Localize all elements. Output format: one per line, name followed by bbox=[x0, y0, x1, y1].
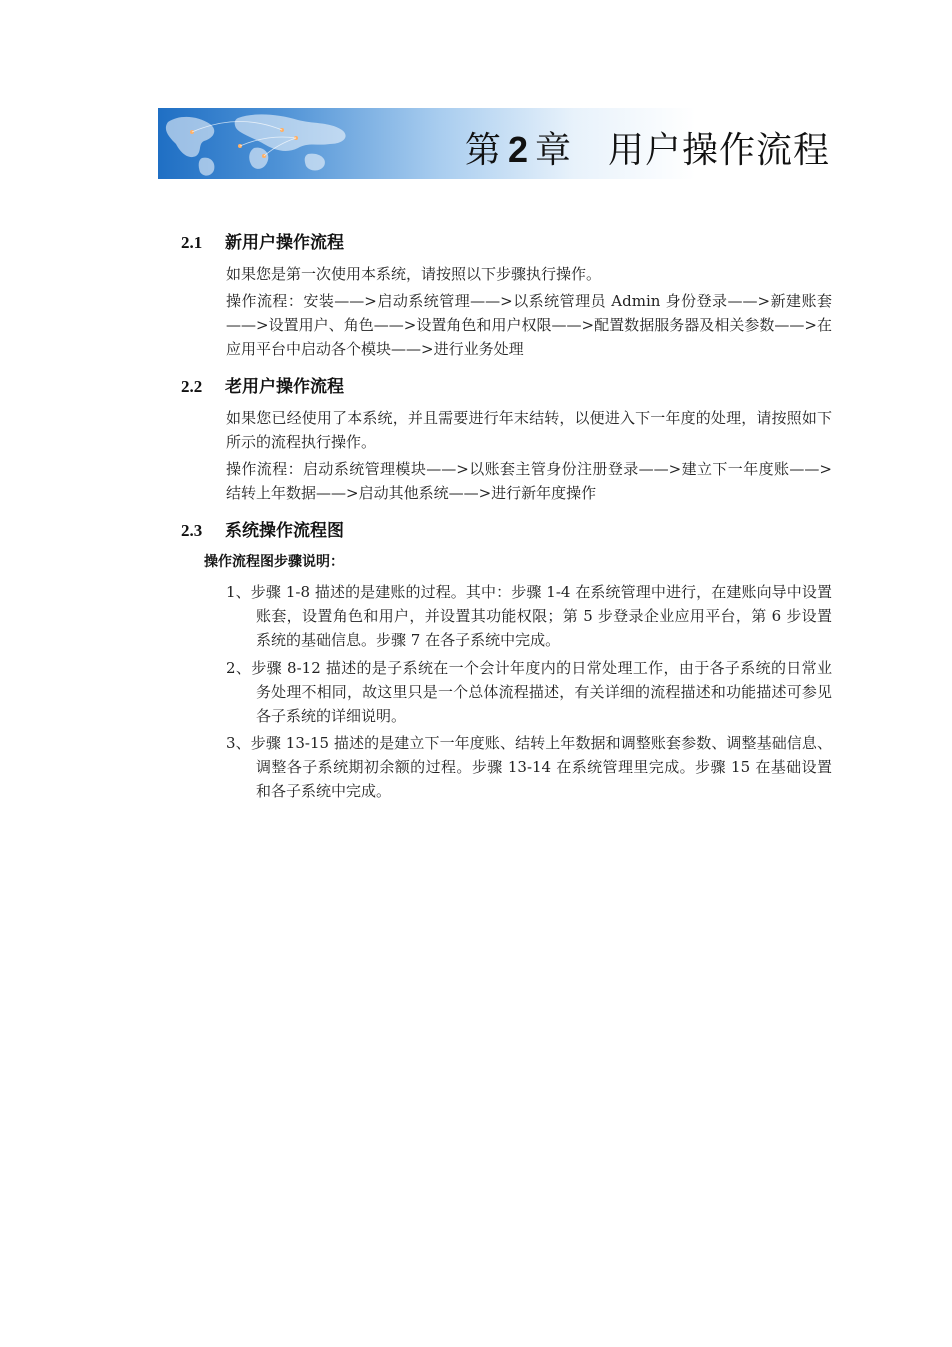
section-title: 系统操作流程图 bbox=[225, 521, 344, 541]
chapter-suffix: 章 bbox=[534, 130, 572, 171]
world-map-graphic bbox=[158, 108, 488, 179]
chapter-title bbox=[465, 122, 830, 173]
section-heading-2-2 bbox=[181, 372, 344, 397]
paragraph: 如果您是第一次使用本系统，请按照以下步骤执行操作。 bbox=[226, 265, 602, 283]
paragraph: 如果您已经使用了本系统，并且需要进行年末结转，以便进入下一年度的处理，请按照如下所示的流程执行操作。 bbox=[226, 409, 832, 451]
chapter-prefix: 第 bbox=[464, 130, 502, 171]
section-number: 2.3 bbox=[181, 521, 203, 540]
paragraph: 操作流程：安装——>启动系统管理——>以系统管理员 Admin 身份登录——>新建账套——>设置用户、角色——>设置角色和用户权限——>配置数据服务器及相关参数——>在应用平台中启动各个模块——>进行业务处理 bbox=[226, 292, 832, 358]
section-heading-2-1 bbox=[181, 228, 344, 253]
steps-subheading: 操作流程图步骤说明： bbox=[204, 554, 344, 570]
chapter-banner bbox=[158, 108, 830, 179]
section-title: 新用户操作流程 bbox=[225, 233, 344, 253]
list-item: 2、步骤 8-12 描述的是子系统在一个会计年度内的日常处理工作，由于各子系统的日常业务处理不相同，故这里只是一个总体流程描述，有关详细的流程描述和功能描述可参见各子系统的详细说明。 bbox=[226, 659, 832, 725]
chapter-number: 2 bbox=[507, 129, 529, 170]
chapter-title-text: 用户操作流程 bbox=[607, 130, 830, 171]
list-item: 1、步骤 1-8 描述的是建账的过程。其中：步骤 1-4 在系统管理中进行，在建账向导中设置账套，设置角色和用户，并设置其功能权限；第 5 步登录企业应用平台，第 6 步设置系统的基础信息。步骤 7 在各子系统中完成。 bbox=[226, 583, 832, 649]
list-item: 3、步骤 13-15 描述的是建立下一年度账、结转上年数据和调整账套参数、调整基础信息、调整各子系统期初余额的过程。步骤 13-14 在系统管理里完成。步骤 15 在基础设置和各子系统中完成。 bbox=[226, 734, 832, 800]
section-number: 2.1 bbox=[181, 233, 203, 252]
section-heading-2-3 bbox=[181, 516, 344, 541]
paragraph: 操作流程：启动系统管理模块——>以账套主管身份注册登录——>建立下一年度账——>结转上年数据——>启动其他系统——>进行新年度操作 bbox=[226, 460, 832, 502]
section-title: 老用户操作流程 bbox=[225, 377, 344, 397]
section-number: 2.2 bbox=[181, 377, 203, 396]
